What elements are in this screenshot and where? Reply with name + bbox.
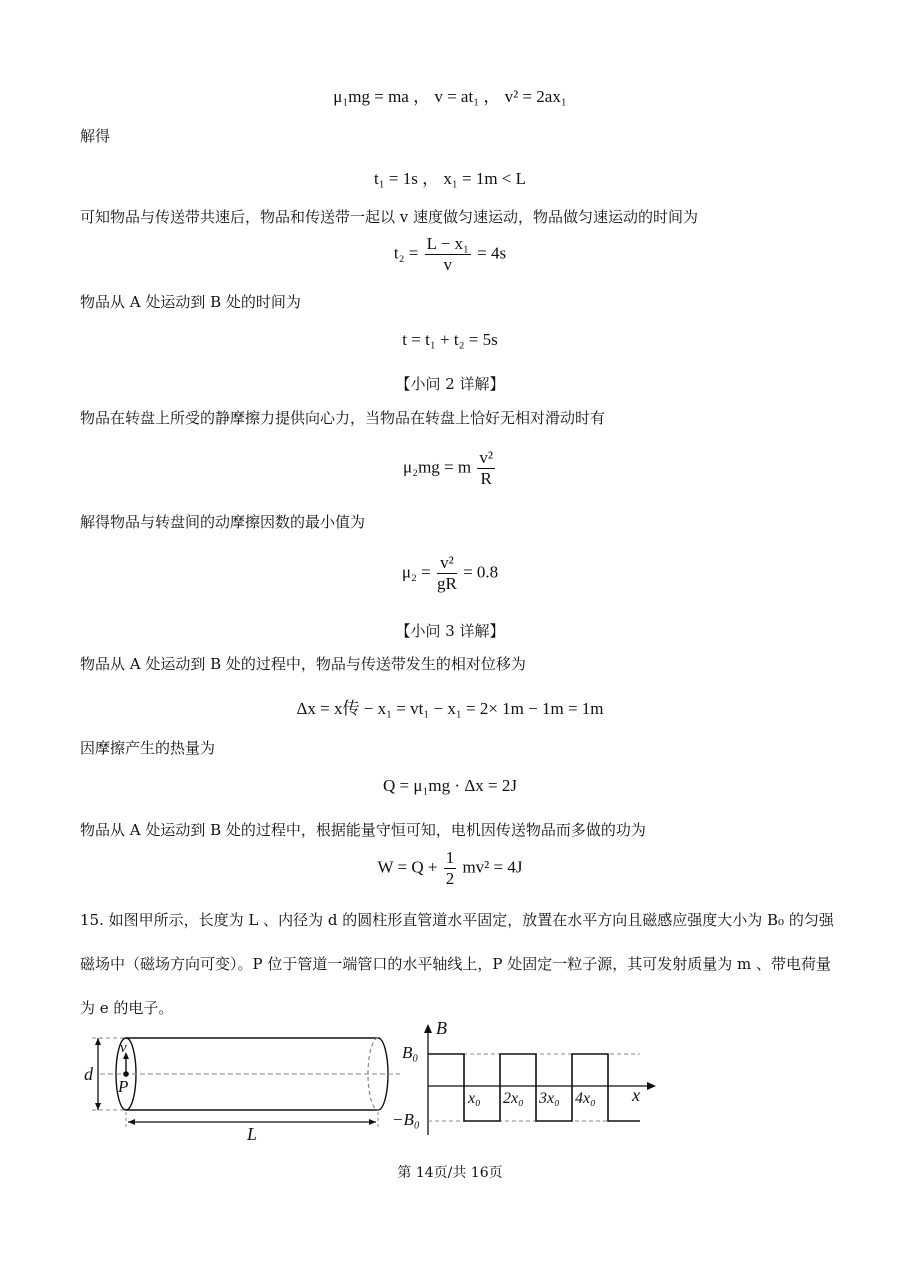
fraction xyxy=(477,448,495,489)
label-d: d xyxy=(84,1064,93,1084)
equation-work xyxy=(0,848,900,889)
paragraph-heat: 因摩擦产生的热量为 xyxy=(80,739,216,757)
label-p: P xyxy=(118,1077,129,1096)
paragraph-uniform-motion: 可知物品与传送带共速后，物品和传送带一起以 v 速度做匀速运动，物品做匀速运动的时间为 xyxy=(80,208,699,226)
fraction-numerator: v² xyxy=(479,448,493,467)
tick-neg-b0: −B₀ xyxy=(392,1110,420,1129)
question-15: 15. 如图甲所示，长度为 L 、内径为 d 的圆柱形直管道水平固定，放置在水平方向且磁感应强度大小为 B₀ 的匀强磁场中（磁场方向可变）。P 位于管道一端管口的水平轴线上，P 处固定一粒子源，其可发射质量为 m 、带电荷量为 e 的电子。 xyxy=(80,911,834,1017)
fraction-denominator: gR xyxy=(436,574,457,593)
paragraph-min-mu: 解得物品与转盘间的动摩擦因数的最小值为 xyxy=(80,513,366,531)
tick-4x0: 4x₀ xyxy=(575,1090,596,1107)
equation-mu2 xyxy=(0,553,900,594)
equation-centripetal xyxy=(0,448,900,489)
equation-newton: μ₁mg = ma ， v = at₁ ， v² = 2ax₁ xyxy=(333,87,567,106)
fraction xyxy=(437,553,457,594)
equation-t1-x1: t₁ = 1s ， x₁ = 1m < L xyxy=(373,169,527,188)
tick-2x0: 2x₀ xyxy=(503,1090,524,1107)
eq-rhs: = 0.8 xyxy=(463,562,499,582)
fraction-numerator: 1 xyxy=(445,848,455,867)
paragraph-total-time: 物品从 A 处运动到 B 处的时间为 xyxy=(80,293,301,311)
eq-lhs: μ₂ = xyxy=(401,562,431,582)
fraction-denominator: 2 xyxy=(445,869,455,888)
tick-b0: B₀ xyxy=(402,1043,419,1062)
eq-rhs: mv² = 4J xyxy=(462,857,523,877)
tube-figure xyxy=(80,1030,410,1140)
equation-total-time: t = t₁ + t₂ = 5s xyxy=(402,330,498,349)
paragraph-static-friction: 物品在转盘上所受的静摩擦力提供向心力，当物品在转盘上恰好无相对滑动时有 xyxy=(80,409,606,427)
text-jiede: 解得 xyxy=(80,127,111,145)
equation-t2 xyxy=(0,234,900,275)
tick-x0: x₀ xyxy=(468,1090,481,1107)
label-v: v xyxy=(120,1040,127,1056)
fraction-denominator: v xyxy=(443,255,453,274)
section-heading-3: 【小问 3 详解】 xyxy=(395,622,505,640)
fraction-numerator: v² xyxy=(437,553,457,574)
fraction-numerator: L − x₁ xyxy=(426,234,469,253)
eq-lhs: W = Q + xyxy=(377,857,438,877)
eq-lhs: t₂ = xyxy=(393,243,419,263)
eq-lhs: μ₂mg = m xyxy=(403,457,472,477)
paragraph-energy: 物品从 A 处运动到 B 处的过程中，根据能量守恒可知，电机因传送物品而多做的功为 xyxy=(80,821,646,839)
paragraph-relative-displacement: 物品从 A 处运动到 B 处的过程中，物品与传送带发生的相对位移为 xyxy=(80,655,526,673)
fraction xyxy=(425,234,471,275)
equation-delta-x: Δx = x传 − x₁ = vt₁ − x₁ = 2× 1m − 1m = 1m xyxy=(296,699,604,718)
fraction xyxy=(444,848,457,889)
section-heading-2: 【小问 2 详解】 xyxy=(395,375,505,393)
axis-label-x: x xyxy=(632,1085,640,1105)
eq-rhs: = 4s xyxy=(477,243,507,263)
page-footer: 第 14页/共 16页 xyxy=(397,1165,503,1181)
label-l: L xyxy=(247,1124,258,1144)
tick-3x0: 3x₀ xyxy=(539,1090,560,1107)
equation-heat: Q = μ₁mg · Δx = 2J xyxy=(383,776,517,795)
fraction-denominator: R xyxy=(480,469,492,488)
axis-label-b: B xyxy=(436,1018,447,1038)
